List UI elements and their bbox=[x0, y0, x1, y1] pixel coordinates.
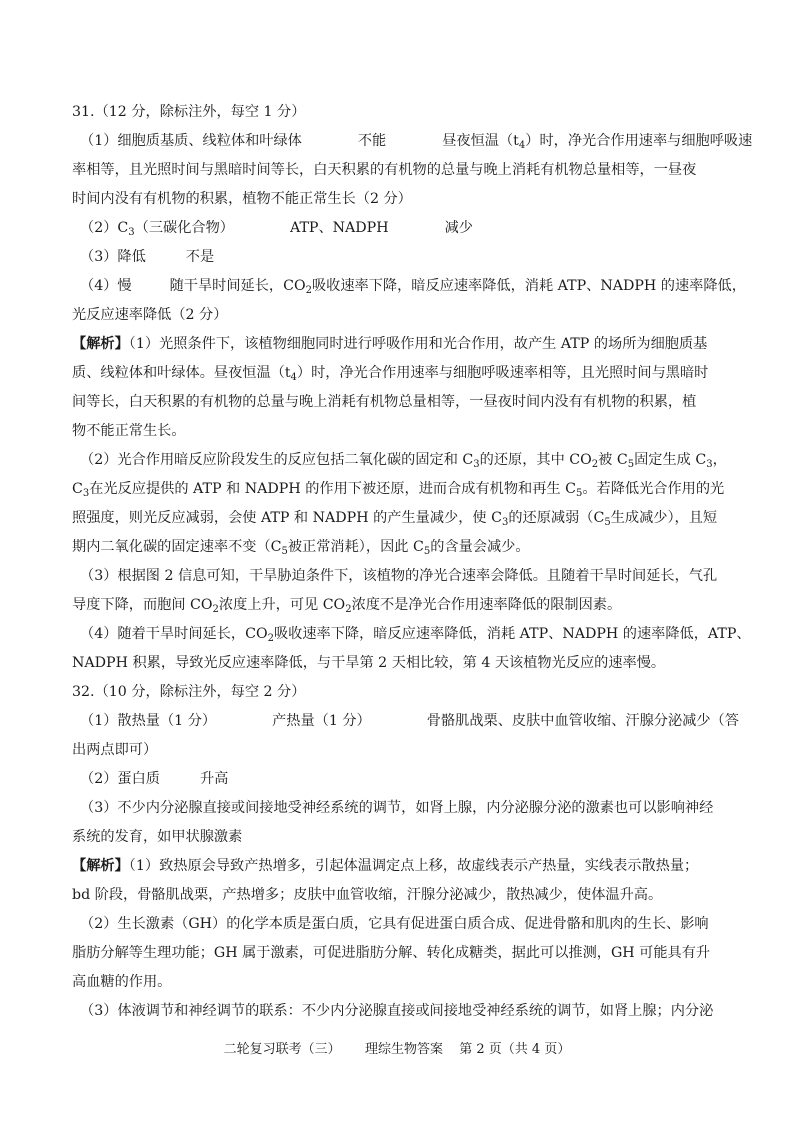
q31-explanation-4-line2: NADPH 积累，导致光反应速率降低，与干旱第 2 天相比较，第 4 天该植物光反应的速率慢。 bbox=[72, 655, 666, 671]
q32-explanation-1-line2: bd 阶段，骨骼肌战栗，产热增多；皮肤中血管收缩，汗腺分泌减少，散热减少，使体温升高。 bbox=[72, 887, 663, 903]
answer-content bbox=[72, 98, 753, 1026]
q31-answer-4-line2: 光反应速率降低（2 分） bbox=[72, 307, 228, 323]
q31-answer-2: $(2)C_3$（三碳化合物） ATP、NADPH 减少 bbox=[80, 220, 473, 238]
q32-header: 32.（10 分，除标注外，每空 2 分） bbox=[72, 684, 306, 700]
q31-explanation-1-line2: 质、线粒体和叶绿体。昼夜恒温$(t_4)$时，净光合作用速率与细胞呼吸速率相等，且光照时间与黑暗时 bbox=[72, 365, 709, 383]
explanation-label: 【解析】 bbox=[72, 858, 129, 874]
q31-explanation-4: （4）随着干旱时间延长，$CO_2$吸收速率下降，暗反应速率降低，消耗 ATP、NADPH 的速率降低，ATP、 bbox=[80, 626, 751, 644]
q32-answer-3: （3）不少内分泌腺直接或间接地受神经系统的调节，如肾上腺，内分泌腺分泌的激素也可以影响神经 bbox=[80, 800, 714, 816]
footer-page-number: 第 2 页（共 4 页） bbox=[459, 1042, 571, 1057]
q31-explanation-2: （2）光合作用暗反应阶段发生的反应包括二氧化碳的固定和 $C_3$的还原，其中 $CO_2$被 $C_5$固定生成 $C_3$， bbox=[80, 452, 727, 470]
q32-answer-1-line2: 出两点即可） bbox=[72, 742, 158, 758]
q32-explanation-2-line3: 高血糖的作用。 bbox=[72, 974, 172, 990]
q32-explanation-2-line2: 脂肪分解等生理功能；GH 属于激素，可促进脂肪分解、转化成糖类，据此可以推测，GH 可能具有升 bbox=[72, 945, 711, 961]
q32-explanation-2: （2）生长激素（GH）的化学本质是蛋白质，它具有促进蛋白质合成、促进骨骼和肌肉的生长、影响 bbox=[80, 916, 709, 932]
q31-answer-3: （3）降低 不是 bbox=[80, 249, 215, 265]
q31-explanation-2-line2: $C_3$在光反应提供的 ATP 和 NADPH 的作用下被还原，进而合成有机物和再生 $C_5$。若降低光合作用的光 bbox=[72, 481, 725, 499]
q32-answer-2: （2）蛋白质 升高 bbox=[80, 771, 229, 787]
q31-explanation-1: 【解析】（1）光照条件下，该植物细胞同时进行呼吸作用和光合作用，故产生 ATP 的场所为细胞质基 bbox=[72, 336, 708, 352]
q31-explanation-3: （3）根据图 2 信息可知，干旱胁迫条件下，该植物的净光合速率会降低。且随着干旱时间延长，气孔 bbox=[80, 568, 718, 584]
q32-explanation-1: 【解析】（1）致热原会导致产热增多，引起体温调定点上移，故虚线表示产热量，实线表示散热量； bbox=[72, 858, 699, 874]
explanation-label: 【解析】 bbox=[72, 336, 129, 352]
q31-answer-1-line2: 率相等，且光照时间与黑暗时间等长，白天积累的有机物的总量与晚上消耗有机物总量相等，一昼夜 bbox=[72, 162, 697, 178]
q31-answer-1-line3: 时间内没有有机物的积累，植物不能正常生长（2 分） bbox=[72, 191, 412, 207]
q31-explanation-3-line2: 导度下降，而胞间 $CO_2$浓度上升，可见 $CO_2$浓度不是净光合作用速率降低的限制因素。 bbox=[72, 597, 622, 615]
q31-answer-4: （4）慢 随干旱时间延长，$CO_2$吸收速率下降，暗反应速率降低，消耗 ATP、NADPH 的速率降低， bbox=[80, 278, 746, 296]
q31-explanation-2-line3: 照强度，则光反应减弱，会使 ATP 和 NADPH 的产生量减少，使 $C_3$的还原减弱（$C_5$生成减少），且短 bbox=[72, 510, 718, 528]
q32-explanation-3: （3）体液调节和神经调节的联系：不少内分泌腺直接或间接地受神经系统的调节，如肾上腺；内分泌 bbox=[80, 1003, 714, 1019]
q31-explanation-2-line4: 期内二氧化碳的固定速率不变（$C_5$被正常消耗），因此 $C_5$的含量会减少。 bbox=[72, 539, 530, 557]
q31-header: 31.（12 分，除标注外，每空 1 分） bbox=[72, 104, 306, 120]
q32-answer-3-line2: 系统的发育，如甲状腺激素 bbox=[72, 829, 243, 845]
q31-answer-1: （1）细胞质基质、线粒体和叶绿体 不能 昼夜恒温$(t_4)$时，净光合作用速率与细胞呼吸速 bbox=[80, 133, 753, 151]
footer-title: 二轮复习联考（三） bbox=[223, 1042, 341, 1057]
q32-answer-1: （1）散热量（1 分） 产热量（1 分） 骨骼肌战栗、皮肤中血管收缩、汗腺分泌减少（答 bbox=[80, 713, 739, 729]
page-footer bbox=[0, 1040, 794, 1060]
footer-subject: 理综生物答案 bbox=[364, 1042, 443, 1057]
q31-explanation-1-line4: 物不能正常生长。 bbox=[72, 423, 186, 439]
q31-explanation-1-line3: 间等长，白天积累的有机物的总量与晚上消耗有机物总量相等，一昼夜时间内没有有机物的积累，植 bbox=[72, 394, 697, 410]
